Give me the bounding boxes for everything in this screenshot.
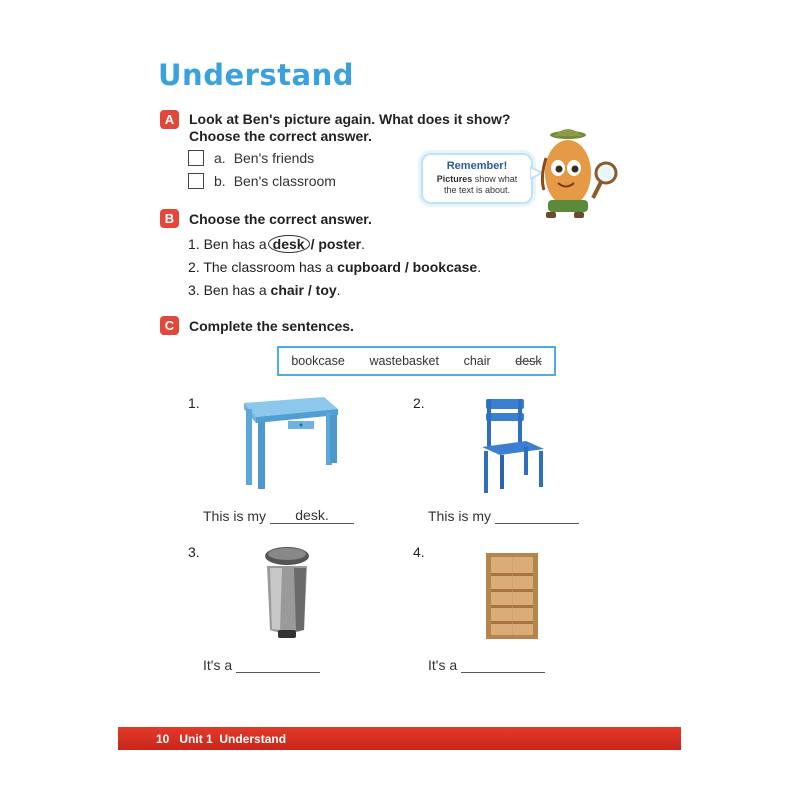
answer-blank[interactable]: [236, 672, 320, 673]
page-title: Understand: [158, 58, 355, 92]
sentence-prompt: It's a: [428, 657, 458, 673]
c-item-4-sentence: [428, 657, 545, 673]
item-lead: Ben has a: [203, 236, 267, 252]
item-end: .: [336, 282, 341, 298]
desk-icon: [238, 393, 340, 489]
option-b-text: Ben's classroom: [233, 173, 336, 189]
word-bank-item: bookcase: [291, 354, 345, 368]
item-lead: The classroom has a: [203, 259, 334, 275]
section-a-badge: A: [160, 110, 179, 129]
option-b-checkbox[interactable]: [188, 173, 204, 189]
c-item-1-number: 1.: [188, 395, 200, 411]
item-lead: Ben has a: [203, 282, 267, 298]
wastebasket-icon: [262, 546, 312, 640]
circled-choice[interactable]: desk: [268, 235, 310, 253]
choice-1[interactable]: cupboard: [337, 259, 401, 275]
section-b-item-2: [188, 259, 481, 275]
choice-separator: /: [404, 259, 409, 275]
section-b-badge: B: [160, 209, 179, 228]
section-a-instruction-line2: Choose the correct answer.: [189, 128, 372, 144]
c-item-3-number: 3.: [188, 544, 200, 560]
footer-label: Unit 1 Understand: [179, 731, 287, 746]
c-item-3-sentence: [203, 657, 320, 673]
item-end: .: [361, 236, 366, 252]
word-bank-item: chair: [463, 354, 491, 368]
sentence-prompt: This is my: [203, 508, 266, 524]
word-bank-item: wastebasket: [369, 354, 439, 368]
choice-separator: /: [310, 236, 315, 252]
c-item-1-sentence: [203, 508, 354, 524]
section-b-item-1: [188, 235, 365, 253]
section-c-badge: C: [160, 316, 179, 335]
option-b[interactable]: [188, 173, 336, 189]
item-number: 3.: [188, 282, 200, 298]
answer-blank[interactable]: [495, 523, 579, 524]
sentence-prompt: It's a: [203, 657, 233, 673]
section-b-item-3: [188, 282, 341, 298]
c-item-2-number: 2.: [413, 395, 425, 411]
c-item-2-sentence: [428, 508, 579, 524]
item-number: 1.: [188, 236, 200, 252]
callout-tip-line2: the text is about.: [443, 185, 511, 195]
choice-2[interactable]: bookcase: [412, 259, 478, 275]
choice-2[interactable]: poster: [318, 236, 362, 252]
callout-tip-bold: Pictures: [436, 174, 473, 184]
choice-2[interactable]: toy: [315, 282, 337, 298]
section-c-instruction: Complete the sentences.: [189, 318, 354, 334]
chair-icon: [478, 397, 548, 495]
word-bank: [277, 346, 556, 376]
option-a-text: Ben's friends: [233, 150, 315, 166]
answer-blank[interactable]: desk.: [270, 508, 354, 524]
item-number: 2.: [188, 259, 200, 275]
page-footer: [118, 727, 681, 750]
sentence-prompt: This is my: [428, 508, 491, 524]
page-number: 10: [156, 731, 170, 746]
choice-separator: /: [307, 282, 312, 298]
option-a-letter: a.: [214, 150, 226, 166]
item-end: .: [477, 259, 482, 275]
section-b-instruction: Choose the correct answer.: [189, 211, 372, 227]
option-b-letter: b.: [214, 173, 226, 189]
section-a-instruction: [189, 111, 510, 145]
c-item-4-number: 4.: [413, 544, 425, 560]
remember-callout: [421, 153, 533, 204]
choice-1[interactable]: chair: [270, 282, 304, 298]
callout-tip-rest: show what: [472, 174, 518, 184]
option-a[interactable]: [188, 150, 314, 166]
section-a-instruction-line1: Look at Ben's picture again. What does it show?: [189, 111, 511, 127]
word-bank-item: desk: [515, 354, 542, 368]
callout-heading: Remember!: [446, 160, 508, 172]
answer-blank[interactable]: [461, 672, 545, 673]
option-a-checkbox[interactable]: [188, 150, 204, 166]
callout-tip: [423, 174, 531, 196]
bookcase-icon: [486, 553, 540, 641]
potato-mascot-icon: [538, 128, 624, 222]
